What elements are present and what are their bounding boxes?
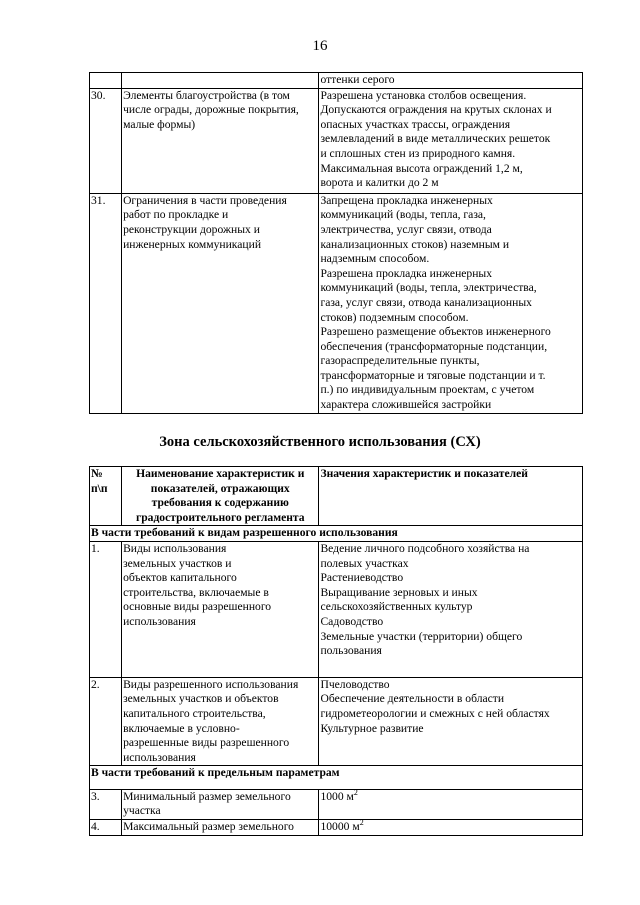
text-line: Обеспечение деятельности в области xyxy=(320,692,505,706)
text-line: электричества, услуг связи, отвода xyxy=(320,222,492,236)
superscript: 2 xyxy=(353,788,358,798)
text-line: обеспечения (трансформаторные подстанции, xyxy=(320,339,548,353)
zone-regulations-table xyxy=(89,466,583,836)
text-line: Допускаются ограждения на крутых склонах и xyxy=(320,103,552,117)
text-line: Разрешено размещение объектов инженерного xyxy=(320,325,551,339)
characteristic-value xyxy=(319,193,583,413)
table-header-row xyxy=(90,467,583,526)
section-heading-limit-parameters: В части требований к предельным параметрам xyxy=(90,766,583,790)
header-value: Значения характеристик и показателей xyxy=(319,467,583,526)
text-line: работ по прокладке и xyxy=(123,208,229,222)
text-line: числе ограды, дорожные покрытия, xyxy=(123,103,299,117)
text-line: характера сложившейся застройки xyxy=(320,398,492,412)
text-line: Земельные участки (территории) общего xyxy=(320,629,523,643)
row-number: 31. xyxy=(90,193,122,413)
text-line: Запрещена прокладка инженерных xyxy=(320,193,493,207)
row-number xyxy=(90,73,122,89)
text-line: Максимальная высота ограждений 1,2 м, xyxy=(320,161,523,175)
table-row xyxy=(90,789,583,819)
text-line: показателей, отражающих xyxy=(150,481,290,495)
text-line: инженерных коммуникаций xyxy=(123,237,262,251)
characteristic-name xyxy=(122,541,319,677)
text-line: Садоводство xyxy=(320,614,384,628)
text-line: Ведение личного подсобного хозяйства на xyxy=(320,541,530,555)
text-line: полевых участках xyxy=(320,556,409,570)
text-line: малые формы) xyxy=(123,117,196,131)
characteristic-value xyxy=(319,88,583,193)
text-line: Пчеловодство xyxy=(320,677,390,691)
characteristic-name xyxy=(122,789,319,819)
text-line: земельных участков и объектов xyxy=(123,692,279,706)
text-line: разрешенные виды разрешенного xyxy=(123,736,290,750)
section-row xyxy=(90,766,583,790)
text-line: коммуникаций (воды, тепла, электричества, xyxy=(320,281,537,295)
text-line: землевладений в виде металлических решеток xyxy=(320,132,551,146)
text-line: п\п xyxy=(91,481,108,495)
table-row xyxy=(90,193,583,413)
text-line: п.) по индивидуальным проектам, с учетом xyxy=(320,383,535,397)
characteristic-value xyxy=(319,541,583,677)
row-number: 3. xyxy=(90,789,122,819)
text-line: включаемые в условно- xyxy=(123,721,240,735)
section-row xyxy=(90,526,583,542)
superscript: 2 xyxy=(359,818,364,828)
characteristic-name xyxy=(122,820,319,836)
text-line: № xyxy=(91,467,103,480)
text-line: газа, услуг связи, отвода канализационных xyxy=(320,295,532,309)
text-line: трансформаторные и тяговые подстанции и т. xyxy=(320,368,546,382)
text-line: капитального строительства, xyxy=(123,706,266,720)
text-line: гидрометеорологии и смежных с ней областях xyxy=(320,706,550,720)
table-row xyxy=(90,677,583,766)
zone-title: Зона сельскохозяйственного использования (СХ) xyxy=(159,434,481,450)
page-number: 16 xyxy=(312,38,328,54)
text-line: реконструкции дорожных и xyxy=(123,222,260,236)
characteristic-value: оттенки серого xyxy=(319,73,583,89)
text-line: Виды использования xyxy=(123,541,227,555)
table-row xyxy=(90,88,583,193)
table-row xyxy=(90,820,583,836)
text-line: Разрешена установка столбов освещения. xyxy=(320,88,527,102)
section-heading-permitted-use: В части требований к видам разрешенного использования xyxy=(90,526,583,542)
header-name xyxy=(122,467,319,526)
characteristic-value xyxy=(319,820,583,836)
text-line: Выращивание зерновых и иных xyxy=(320,585,478,599)
text-line: основные виды разрешенного xyxy=(123,600,272,614)
text-line: коммуникаций (воды, тепла, газа, xyxy=(320,208,486,222)
text-line: ворота и калитки до 2 м xyxy=(320,176,439,190)
header-number xyxy=(90,467,122,526)
text-line: Наименование характеристик и xyxy=(136,467,305,480)
text-line: объектов капитального xyxy=(123,571,237,585)
characteristic-name xyxy=(122,88,319,193)
row-number: 1. xyxy=(90,541,122,677)
characteristic-value xyxy=(319,789,583,819)
text-line: Элементы благоустройства (в том xyxy=(123,88,290,102)
text-line: использования xyxy=(123,750,196,764)
text-line: Культурное развитие xyxy=(320,721,424,735)
text-line: и сплошных стен из природного камня. xyxy=(320,146,516,160)
characteristic-name xyxy=(122,193,319,413)
text-line: надземным способом. xyxy=(320,252,430,266)
text-line: Растениеводство xyxy=(320,571,404,585)
characteristic-name xyxy=(122,73,319,89)
text-line: градостроительного регламента xyxy=(135,510,305,524)
text-line: стоков) подземным способом. xyxy=(320,310,469,324)
text-line: Максимальный размер земельного xyxy=(123,820,294,834)
characteristic-value xyxy=(319,677,583,766)
text-line: пользования xyxy=(320,644,382,658)
text-line: Разрешена прокладка инженерных xyxy=(320,266,493,280)
text-line: Ограничения в части проведения xyxy=(123,193,287,207)
text-line: Минимальный размер земельного xyxy=(123,789,291,803)
text-line: канализационных стоков) наземным и xyxy=(320,237,510,251)
text-line: опасных участках трассы, ограждения xyxy=(320,117,511,131)
text-line: требования к содержанию xyxy=(151,496,289,510)
characteristic-name xyxy=(122,677,319,766)
value-text: 10000 м xyxy=(320,820,360,834)
text-line: участка xyxy=(123,804,161,818)
text-line: строительства, включаемые в xyxy=(123,585,269,599)
table-row xyxy=(90,73,583,89)
text-line: Виды разрешенного использования xyxy=(123,677,299,691)
text-line: сельскохозяйственных культур xyxy=(320,600,473,614)
characteristics-table-continued xyxy=(89,72,583,414)
table-row xyxy=(90,541,583,677)
row-number: 30. xyxy=(90,88,122,193)
row-number: 4. xyxy=(90,820,122,836)
value-text: 1000 м xyxy=(320,789,354,803)
text-line: газораспределительные пункты, xyxy=(320,354,480,368)
text-line: земельных участков и xyxy=(123,556,232,570)
row-number: 2. xyxy=(90,677,122,766)
text-line: использования xyxy=(123,614,196,628)
